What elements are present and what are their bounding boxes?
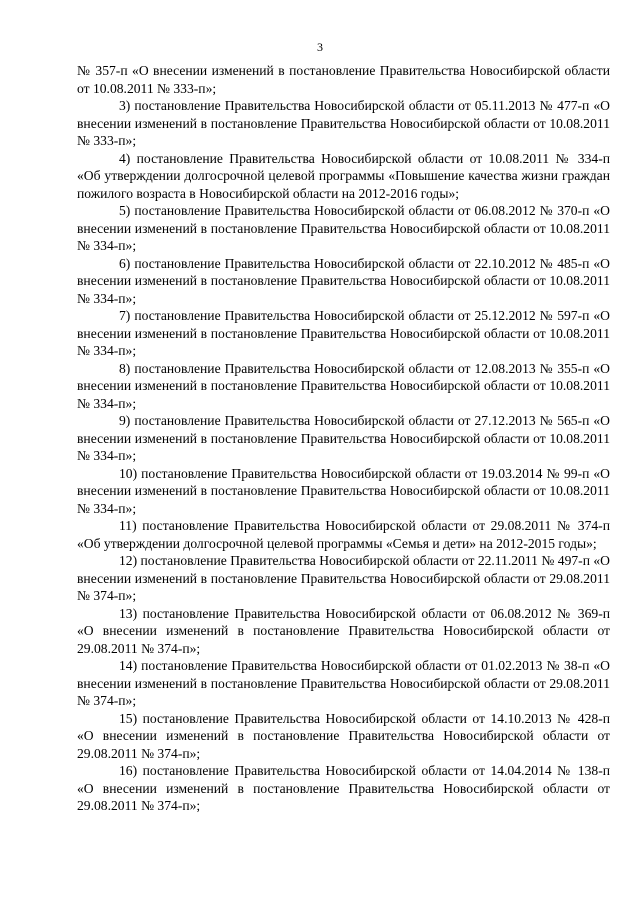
list-item-7: 7) постановление Правительства Новосибирской области от 25.12.2012 № 597-п «О внесении изменений в постановление Правительства Новосибирской области от 10.08.2011 № 334-п»; xyxy=(77,308,610,358)
list-item-3: 3) постановление Правительства Новосибирской области от 05.11.2013 № 477-п «О внесении изменений в постановление Правительства Новосибирской области от 10.08.2011 № 333-п»; xyxy=(77,98,610,148)
list-item-11: 11) постановление Правительства Новосибирской области от 29.08.2011 № 374-п «Об утверждении долгосрочной целевой программы «Семья и дети» на 2012-2015 годы»; xyxy=(77,518,610,551)
list-item-10: 10) постановление Правительства Новосибирской области от 19.03.2014 № 99-п «О внесении изменений в постановление Правительства Новосибирской области от 10.08.2011 № 334-п»; xyxy=(77,465,610,516)
list-item-4: 4) постановление Правительства Новосибирской области от 10.08.2011 № 334-п «Об утверждении долгосрочной целевой программы «Повышение качества жизни граждан пожилого возраста в Новосибирской области на 2012-2016 годы»; xyxy=(77,150,610,201)
list-item-15: 15) постановление Правительства Новосибирской области от 14.10.2013 № 428-п «О внесении изменений в постановление Правительства Новосибирской области от 29.08.2011 № 374-п»; xyxy=(77,710,610,761)
list-item-5: 5) постановление Правительства Новосибирской области от 06.08.2012 № 370-п «О внесении изменений в постановление Правительства Новосибирской области от 10.08.2011 № 334-п»; xyxy=(77,203,610,253)
paragraph-continuation: № 357-п «О внесении изменений в постановление Правительства Новосибирской области от 10.08.2011 № 333-п»; xyxy=(77,63,610,96)
list-item-12: 12) постановление Правительства Новосибирской области от 22.11.2011 № 497-п «О внесении изменений в постановление Правительства Новосибирской области от 29.08.2011 № 374-п»; xyxy=(77,553,610,603)
document-body xyxy=(77,62,610,815)
list-item-16: 16) постановление Правительства Новосибирской области от 14.04.2014 № 138-п «О внесении изменений в постановление Правительства Новосибирской области от 29.08.2011 № 374-п»; xyxy=(77,763,610,813)
list-item-6: 6) постановление Правительства Новосибирской области от 22.10.2012 № 485-п «О внесении изменений в постановление Правительства Новосибирской области от 10.08.2011 № 334-п»; xyxy=(77,255,610,306)
list-item-8: 8) постановление Правительства Новосибирской области от 12.08.2013 № 355-п «О внесении изменений в постановление Правительства Новосибирской области от 10.08.2011 № 334-п»; xyxy=(77,360,610,411)
list-item-14: 14) постановление Правительства Новосибирской области от 01.02.2013 № 38-п «О внесении изменений в постановление Правительства Новосибирской области от 29.08.2011 № 374-п»; xyxy=(77,658,610,708)
page-number: 3 xyxy=(317,40,323,54)
list-item-9: 9) постановление Правительства Новосибирской области от 27.12.2013 № 565-п «О внесении изменений в постановление Правительства Новосибирской области от 10.08.2011 № 334-п»; xyxy=(77,413,610,463)
list-item-13: 13) постановление Правительства Новосибирской области от 06.08.2012 № 369-п «О внесении изменений в постановление Правительства Новосибирской области от 29.08.2011 № 374-п»; xyxy=(77,605,610,656)
